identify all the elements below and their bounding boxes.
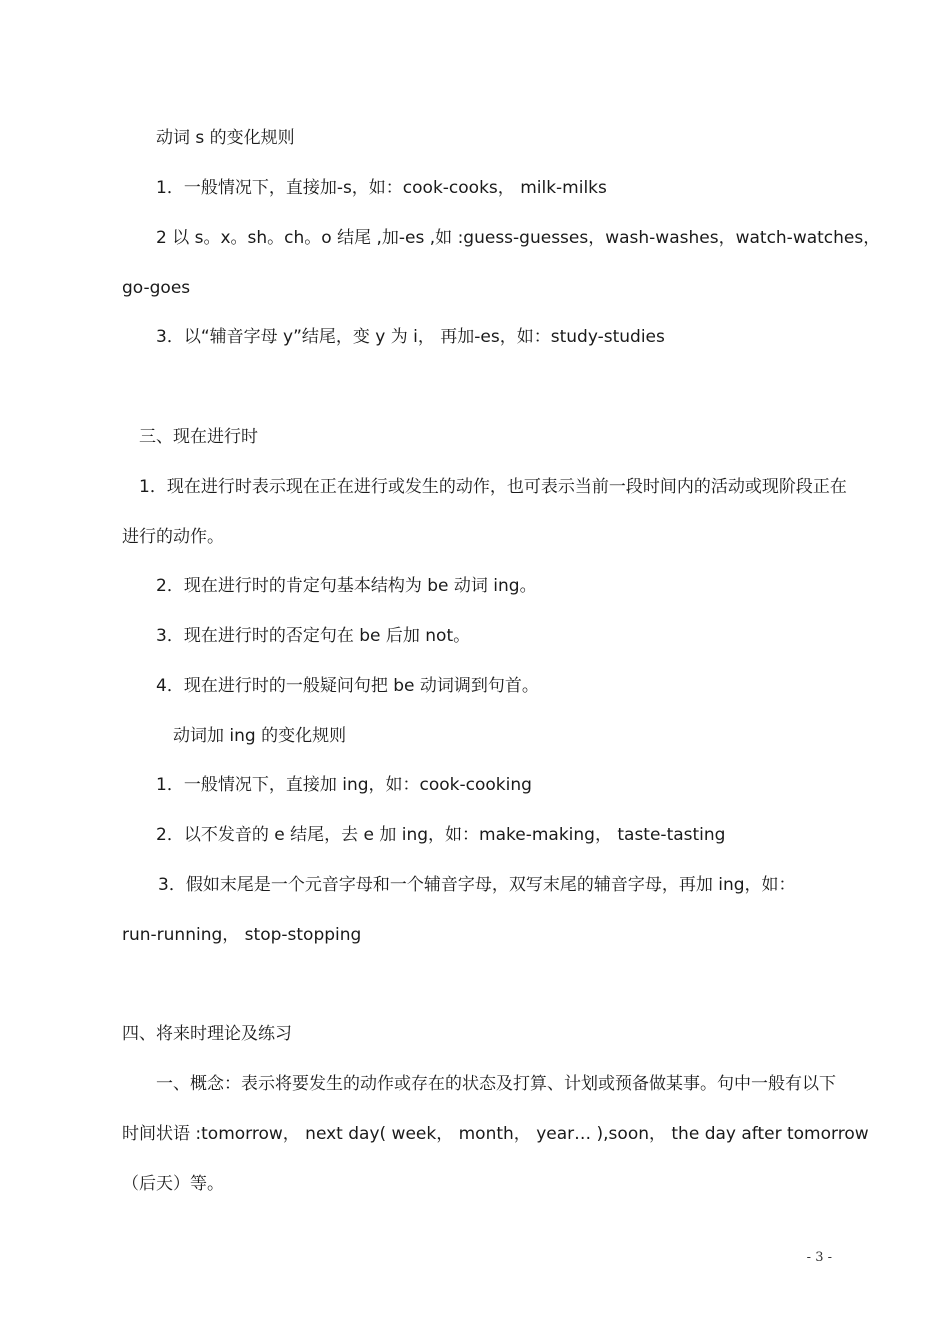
paragraph-line: 4．现在进行时的一般疑问句把 be 动词调到句首。	[156, 676, 539, 696]
section-heading-future-tense: 四、将来时理论及练习	[122, 1024, 292, 1044]
paragraph-line: 1．现在进行时表示现在正在进行或发生的动作，也可表示当前一段时间内的活动或现阶段正在	[139, 477, 847, 497]
paragraph-line: 进行的动作。	[122, 527, 224, 547]
subsection-heading-verb-ing-rules: 动词加 ing 的变化规则	[173, 726, 347, 746]
paragraph-line: 3．以“辅音字母 y”结尾，变 y 为 i， 再加-es，如：study-studies	[156, 327, 665, 347]
paragraph-line: go-goes	[122, 278, 191, 298]
paragraph-line: 一、概念：表示将要发生的动作或存在的状态及打算、计划或预备做某事。句中一般有以下	[156, 1074, 836, 1094]
paragraph-line: 3．假如末尾是一个元音字母和一个辅音字母，双写末尾的辅音字母，再加 ing，如：	[158, 875, 796, 895]
paragraph-line: 时间状语 :tomorrow， next day( week， month， year… ),soon， the day after tomorrow	[122, 1124, 869, 1144]
page-number: - 3 -	[806, 1250, 832, 1265]
paragraph-line: run-running， stop-stopping	[122, 925, 362, 945]
section-heading-present-continuous: 三、现在进行时	[139, 427, 258, 447]
paragraph-line: 1．一般情况下，直接加 ing，如：cook-cooking	[156, 775, 532, 795]
paragraph-line: （后天）等。	[122, 1174, 224, 1194]
paragraph-line: 1．一般情况下，直接加-s，如：cook-cooks， milk-milks	[156, 178, 607, 198]
section-heading-verb-s-rules: 动词 s 的变化规则	[156, 128, 295, 148]
paragraph-line: 3．现在进行时的否定句在 be 后加 not。	[156, 626, 471, 646]
paragraph-line: 2 以 s。x。sh。ch。o 结尾 ,加-es ,如 :guess-guesses，wash-washes，watch-watches，	[156, 228, 881, 248]
paragraph-line: 2．以不发音的 e 结尾，去 e 加 ing，如：make-making， taste-tasting	[156, 825, 726, 845]
paragraph-line: 2．现在进行时的肯定句基本结构为 be 动词 ing。	[156, 576, 537, 596]
